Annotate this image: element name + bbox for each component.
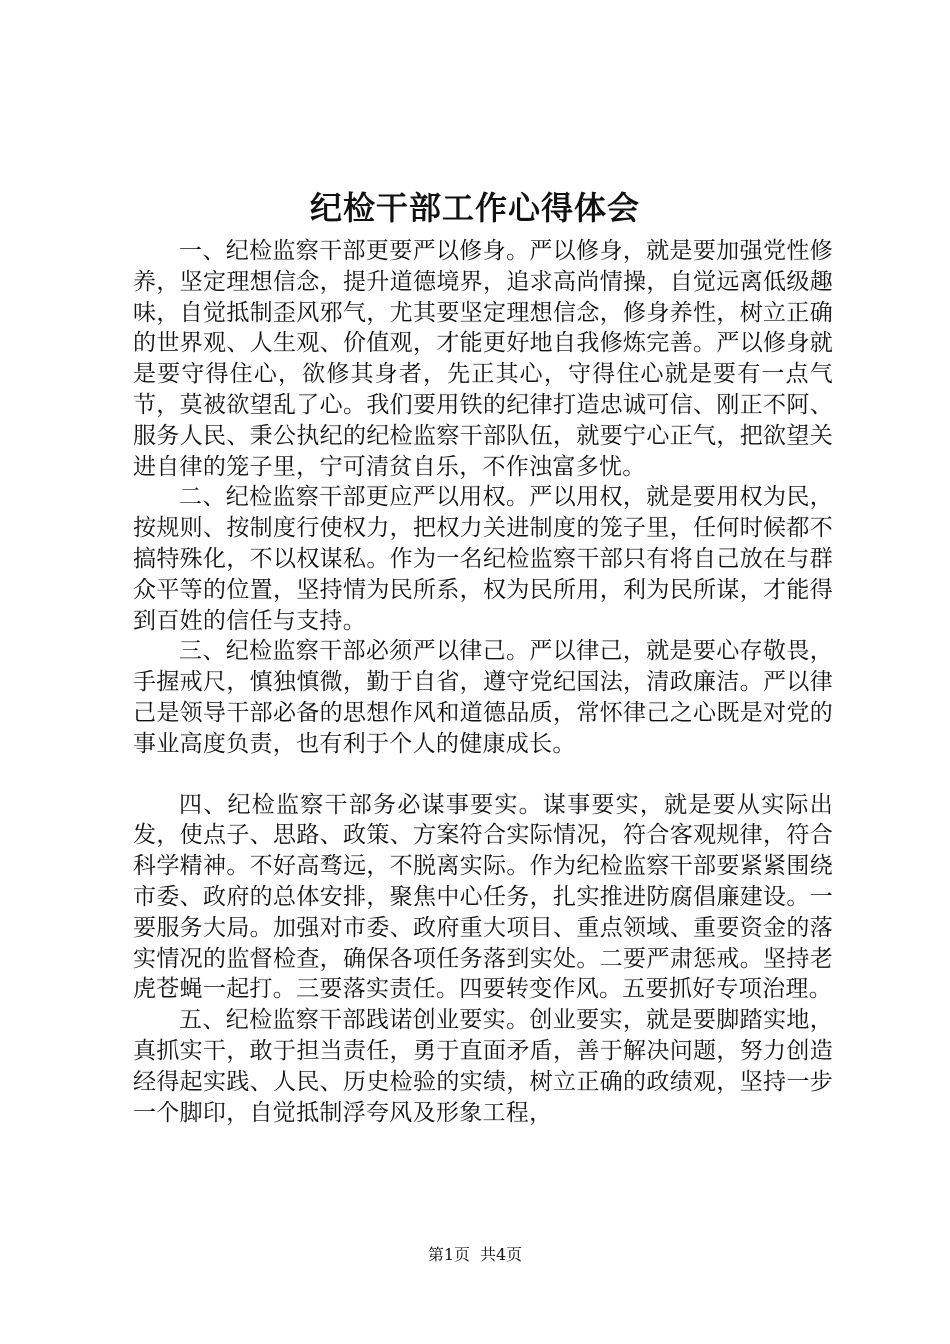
paragraph-2: 二、纪检监察干部更应严以用权。严以用权，就是要用权为民，按规则、按制度行使权力，把权力关进制度的笼子里，任何时候都不搞特殊化，不以权谋私。作为一名纪检监察干部只有将自己放在与群众平等的位置，坚持情为民所系，权为民所用，利为民所谋，才能得到百姓的信任与支持。 <box>133 484 833 634</box>
paragraph-5: 五、纪检监察干部践诺创业要实。创业要实，就是要脚踏实地，真抓实干，敢于担当责任，勇于直面矛盾，善于解决问题，努力创造经得起实践、人民、历史检验的实绩，树立正确的政绩观，坚持一步一个脚印，自觉抵制浮夸风及形象工程， <box>133 1007 833 1126</box>
page-number: 第1页 <box>427 1245 470 1264</box>
document-body <box>133 236 833 1128</box>
paragraph-3: 三、纪检监察干部必须严以律己。严以律己，就是要心存敬畏，手握戒尺，慎独慎微，勤于自省，遵守党纪国法，清政廉洁。严以律己是领导干部必备的思想作风和道德品质，常怀律己之心既是对党的事业高度负责，也有利于个人的健康成长。 <box>133 638 833 757</box>
paragraph-1: 一、纪检监察干部更要严以修身。严以修身，就是要加强党性修养，坚定理想信念，提升道德境界，追求高尚情操，自觉远离低级趣味，自觉抵制歪风邪气，尤其要坚定理想信念，修身养性，树立正确的世界观、人生观、价值观，才能更好地自我修炼完善。严以修身就是要守得住心，欲修其身者，先正其心，守得住心就是要有一点气节，莫被欲望乱了心。我们要用铁的纪律打造忠诚可信、刚正不阿、服务人民、秉公执纪的纪检监察干部队伍，就要宁心正气，把欲望关进自律的笼子里，宁可清贫自乐，不作浊富多忧。 <box>133 238 833 480</box>
paragraph-4: 四、纪检监察干部务必谋事要实。谋事要实，就是要从实际出发，使点子、思路、政策、方案符合实际情况，符合客观规律，符合科学精神。不好高骛远，不脱离实际。作为纪检监察干部要紧紧围绕市委、政府的总体安排，聚焦中心任务，扎实推进防腐倡廉建设。一要服务大局。加强对市委、政府重大项目、重点领域、重要资金的落实情况的监督检查，确保各项任务落到实处。二要严肃惩戒。坚持老虎苍蝇一起打。三要落实责任。四要转变作风。五要抓好专项治理。 <box>133 791 833 1003</box>
page-total: 共4页 <box>480 1245 523 1264</box>
document-title: 纪检干部工作心得体会 <box>309 189 640 227</box>
page-footer <box>0 1244 950 1266</box>
